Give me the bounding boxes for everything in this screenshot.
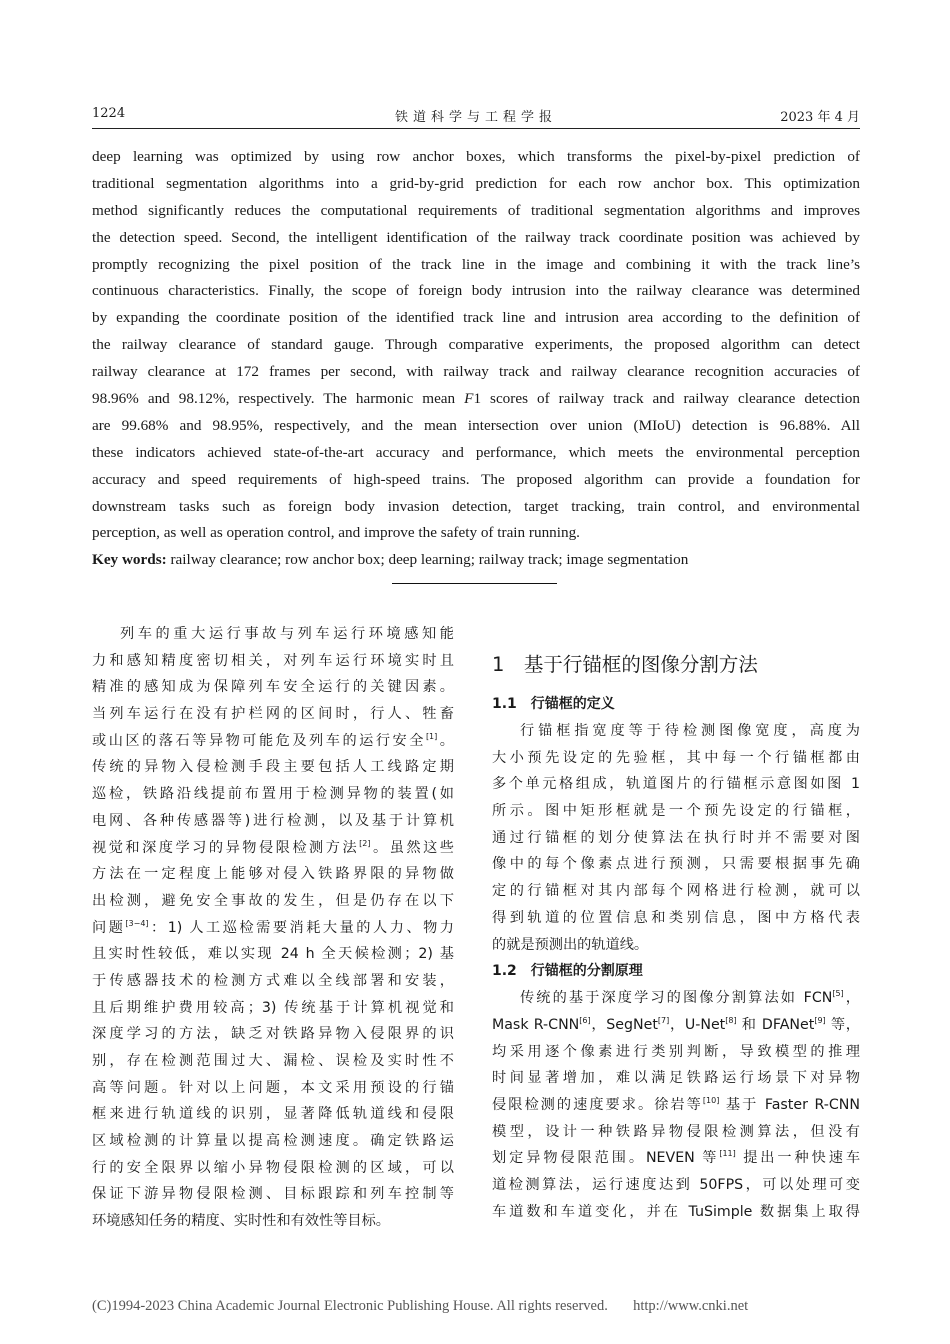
- subsection-1-2-body: [492, 985, 860, 1225]
- body-line: 多个单元格组成，轨道图片的行锚框示意图如图 1: [492, 776, 860, 793]
- abstract-line: the detection speed. Second, the intelligent identification of the railway track coordinate position was achieved by: [92, 228, 860, 246]
- subsection-1-1-title: 1.1 行锚框的定义: [492, 696, 615, 712]
- body-line: 当列车运行在没有护栏网的区间时，行人、牲畜: [92, 706, 454, 723]
- body-line: 框来进行轨道线的识别，显著降低轨道线和侵限: [92, 1106, 454, 1123]
- abstract-line: the railway clearance of standard gauge. Through comparative experiments, the proposed algorithm can detect: [92, 336, 860, 354]
- body-line: 得到轨道的位置信息和类别信息，图中方格代表: [492, 909, 860, 926]
- right-column: [492, 647, 860, 1225]
- body-line: 问题[3−4]：1) 人工巡检需要消耗大量的人力、物力: [92, 918, 454, 936]
- body-line: 划定异物侵限范围。NEVEN 等[11] 提出一种快速车: [492, 1149, 860, 1167]
- body-line: 道检测算法，运行速度达到 50FPS，可以处理可变: [492, 1177, 860, 1193]
- body-line: 视觉和深度学习的异物侵限检测方法[2]。虽然这些: [92, 838, 454, 856]
- body-line: 于传感器技术的检测方式难以全线部署和安装，: [92, 972, 454, 989]
- body-line: 精准的感知成为保障列车安全运行的关键因素。: [92, 679, 454, 696]
- abstract-line: by expanding the coordinate position of the identified track line and intrusion area according to the definition of: [92, 309, 860, 327]
- body-line: 行的安全限界以缩小异物侵限检测的区域，可以: [92, 1159, 454, 1176]
- body-line: 通过行锚框的划分使算法在执行时并不需要对图: [492, 829, 860, 846]
- abstract-line: railway clearance at 172 frames per second, with railway track and railway clearance recognition accuracies of: [92, 363, 860, 381]
- body-line: 环境感知任务的精度、实时性和有效性等目标。: [92, 1213, 390, 1230]
- body-line: 力和感知精度密切相关，对列车运行环境实时且: [92, 652, 454, 669]
- body-line: 出检测，避免安全事故的发生，但是仍存在以下: [92, 892, 454, 909]
- section-1-title: 1 基于行锚框的图像分割方法: [492, 653, 758, 676]
- body-line: 模型，设计一种铁路异物侵限检测算法，但没有: [492, 1123, 860, 1140]
- abstract-line: promptly recognizing the pixel position of the track line in the image and combining it with the track line’s: [92, 255, 860, 273]
- body-line: 侵限检测的速度要求。徐岩等[10] 基于 Faster R-CNN: [492, 1095, 860, 1113]
- abstract-line: are 99.68% and 98.95%, respectively, and the mean intersection over union (MIoU) detection is 96.88%. All: [92, 416, 860, 434]
- header-rule: [92, 128, 860, 129]
- abstract-line: perception, as well as operation control, and improve the safety of train running.: [92, 524, 580, 542]
- left-column: [92, 621, 454, 1235]
- body-line: 所示。图中矩形框就是一个预先设定的行锚框，: [492, 803, 860, 820]
- subsection-1-2-title: 1.2 行锚框的分割原理: [492, 963, 643, 980]
- body-line: 车道数和车道变化，并在 TuSimple 数据集上取得: [492, 1203, 860, 1220]
- body-line: 传统的异物入侵检测手段主要包括人工线路定期: [92, 759, 454, 776]
- body-line: 巡检，铁路沿线提前布置用于检测异物的装置(如: [92, 786, 454, 803]
- issue-date: 2023 年 4 月: [780, 110, 860, 125]
- abstract-line: deep learning was optimized by using row anchor boxes, which transforms the pixel-by-pixel prediction of: [92, 148, 860, 165]
- body-line: 别，存在检测范围过大、漏检、误检及实时性不: [92, 1053, 454, 1069]
- english-abstract: [92, 144, 860, 574]
- abstract-line: accuracy and speed requirements of high-speed trains. The proposed algorithm can provide a foundation for: [92, 470, 860, 488]
- body-line: 电网、各种传感器等)进行检测，以及基于计算机: [92, 812, 454, 829]
- body-line: 大小预先设定的先验框，其中每一个行锚框都由: [492, 749, 860, 766]
- body-line: 时间显著增加，难以满足铁路运行场景下对异物: [492, 1070, 860, 1087]
- body-line: 且后期维护费用较高；3) 传统基于计算机视觉和: [92, 999, 454, 1016]
- body-line: Mask R-CNN[6]，SegNet[7]，U-Net[8] 和 DFANet[9] 等，: [492, 1015, 860, 1033]
- page-footer: [92, 1298, 860, 1315]
- body-line: 行锚框指宽度等于待检测图像宽度，高度为: [520, 723, 860, 739]
- page-header: [92, 106, 860, 128]
- body-line: 定的行锚框对其内部每个网格进行检测，就可以: [492, 883, 860, 900]
- copyright-notice: (C)1994-2023 China Academic Journal Electronic Publishing House. All rights reserved.: [92, 1298, 608, 1314]
- body-line: 高等问题。针对以上问题，本文采用预设的行锚: [92, 1079, 454, 1096]
- page-number: 1224: [92, 106, 126, 121]
- body-line: 且实时性较低，难以实现 24 h 全天候检测；2) 基: [92, 946, 454, 963]
- journal-title: 铁道科学与工程学报: [394, 110, 557, 125]
- abstract-divider: [392, 583, 557, 584]
- abstract-line: downstream tasks such as foreign body invasion detection, target tracking, train control, and environmental: [92, 497, 860, 515]
- abstract-line: 98.96% and 98.12%, respectively. The harmonic mean F1 scores of railway track and railway clearance detection: [92, 390, 860, 408]
- body-line: 保证下游异物侵限检测、目标跟踪和列车控制等: [92, 1186, 454, 1203]
- body-line: 深度学习的方法，缺乏对铁路异物入侵限界的识: [92, 1026, 454, 1043]
- abstract-line: method significantly reduces the computational requirements of traditional segmentation algorithms and improves: [92, 201, 860, 219]
- body-line: 列车的重大运行事故与列车运行环境感知能: [120, 626, 454, 642]
- body-line: 传统的基于深度学习的图像分割算法如 FCN[5]，: [520, 989, 860, 1007]
- abstract-line: continuous characteristics. Finally, the scope of foreign body intrusion into the railway clearance was determined: [92, 282, 860, 300]
- body-line: 方法在一定程度上能够对侵入铁路界限的异物做: [92, 866, 454, 883]
- subsection-1-1-body: [492, 718, 860, 958]
- body-line: 区域检测的计算量以提高检测速度。确定铁路运: [92, 1133, 454, 1150]
- keywords-label: Key words:: [92, 551, 167, 569]
- body-line: 的就是预测出的轨道线。: [492, 936, 649, 953]
- body-line: 像中的每个像素点进行预测，只需要根据事先确: [492, 856, 860, 873]
- abstract-line: these indicators achieved state-of-the-art accuracy and performance, which meets the environmental perception: [92, 443, 860, 461]
- keywords-line: [92, 547, 860, 574]
- cnki-link[interactable]: http://www.cnki.net: [633, 1298, 749, 1314]
- abstract-line: traditional segmentation algorithms into a grid-by-grid prediction for each row anchor box. This optimization: [92, 174, 860, 192]
- body-line: 均采用逐个像素进行类别判断，导致模型的推理: [492, 1043, 860, 1060]
- body-line: 或山区的落石等异物可能危及列车的运行安全[1]。: [92, 731, 454, 749]
- keywords-text: railway clearance; row anchor box; deep learning; railway track; image segmentation: [170, 551, 689, 569]
